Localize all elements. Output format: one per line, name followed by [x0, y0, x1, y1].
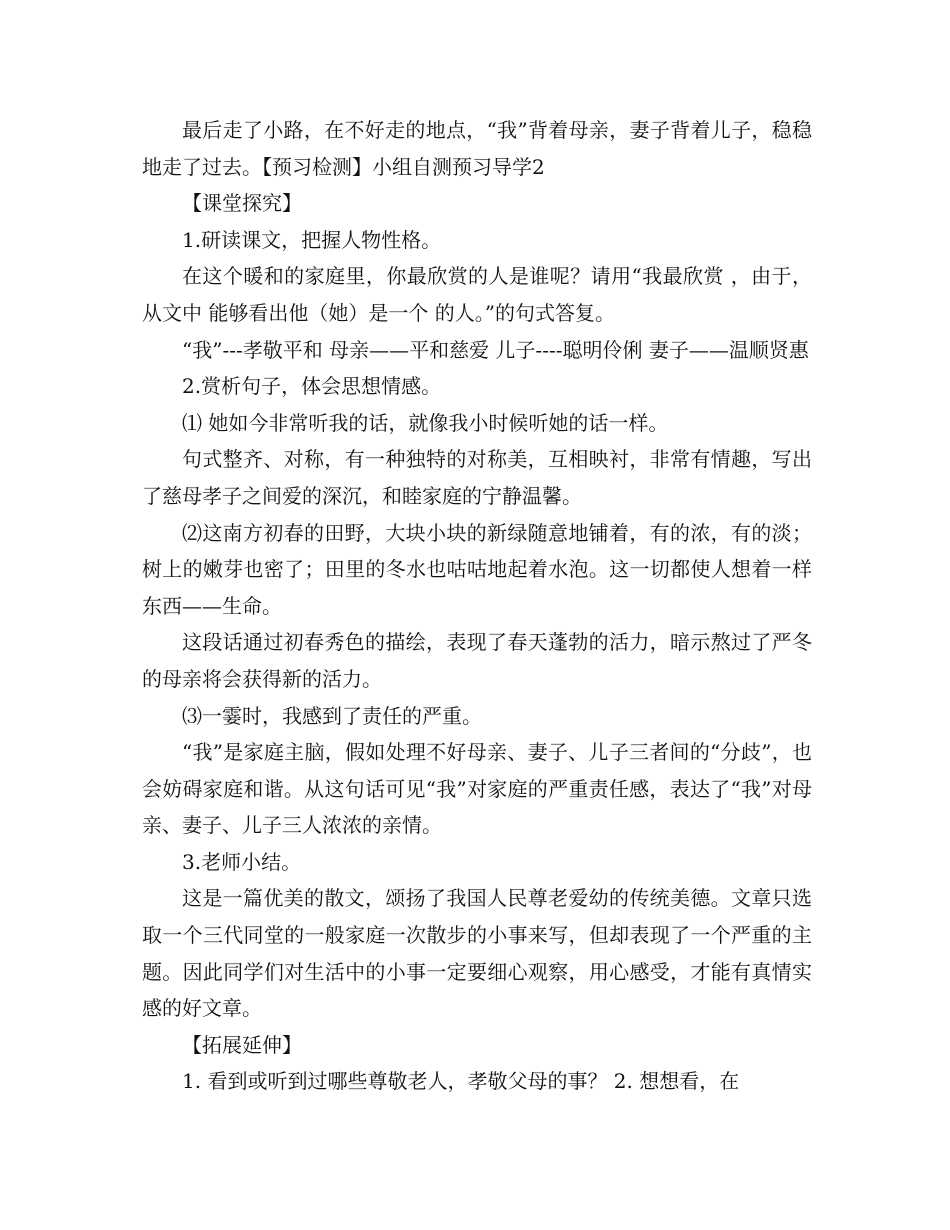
section-heading-extension: 【拓展延伸】: [182, 1032, 302, 1057]
item-2-heading: 2.赏析句子，体会思想情感。: [182, 374, 442, 399]
section-heading-classroom-inquiry: 【课堂探究】: [182, 191, 302, 216]
document-body: [142, 112, 812, 1100]
paragraph-question: 在这个暖和的家庭里，你最欣赏的人是谁呢？请用“我最欣赏 ，由于，从文中 能够看出他（她）是一个 的人。”的句式答复。: [142, 264, 812, 325]
sentence-2-analysis: 这段话通过初春秀色的描绘，表现了春天蓬勃的活力，暗示熬过了严冬的母亲将会获得新的活力。: [142, 630, 812, 691]
paragraph-character-traits: “我”---孝敬平和 母亲——平和慈爱 儿子----聪明伶俐 妻子——温顺贤惠: [182, 337, 809, 362]
sentence-1-analysis: 句式整齐、对称，有一种独特的对称美，互相映衬，非常有情趣，写出了慈母孝子之间爱的深沉，和睦家庭的宁静温馨。: [142, 447, 812, 508]
sentence-1: ⑴ 她如今非常听我的话，就像我小时候听她的话一样。: [182, 410, 669, 435]
sentence-3-analysis: “我”是家庭主脑，假如处理不好母亲、妻子、儿子三者间的“分歧”，也会妨碍家庭和谐。从这句话可见“我”对家庭的严重责任感，表达了“我”对母亲、妻子、儿子三人浓浓的亲情。: [142, 740, 812, 838]
item-1-heading: 1.研读课文，把握人物性格。: [182, 227, 442, 252]
teacher-summary: 这是一篇优美的散文，颂扬了我国人民尊老爱幼的传统美德。文章只选取一个三代同堂的一般家庭一次散步的小事来写，但却表现了一个严重的主题。因此同学们对生活中的小事一定要细心观察，用心感受，才能有真情实感的好文章。: [142, 886, 812, 1021]
paragraph-1: 最后走了小路，在不好走的地点，“我”背着母亲，妻子背着儿子，稳稳地走了过去。【预习检测】小组自测预习导学2: [142, 118, 812, 179]
extension-questions: 1. 看到或听到过哪些尊敬老人，孝敬父母的事？ 2. 想想看，在: [182, 1069, 740, 1094]
sentence-2: ⑵这南方初春的田野，大块小块的新绿随意地铺着，有的浓，有的淡；树上的嫩芽也密了；田里的冬水也咕咕地起着水泡。这一切都使人想着一样东西——生命。: [142, 520, 812, 618]
sentence-3: ⑶一霎时，我感到了责任的严重。: [182, 703, 482, 728]
item-3-heading: 3.老师小结。: [182, 849, 302, 874]
